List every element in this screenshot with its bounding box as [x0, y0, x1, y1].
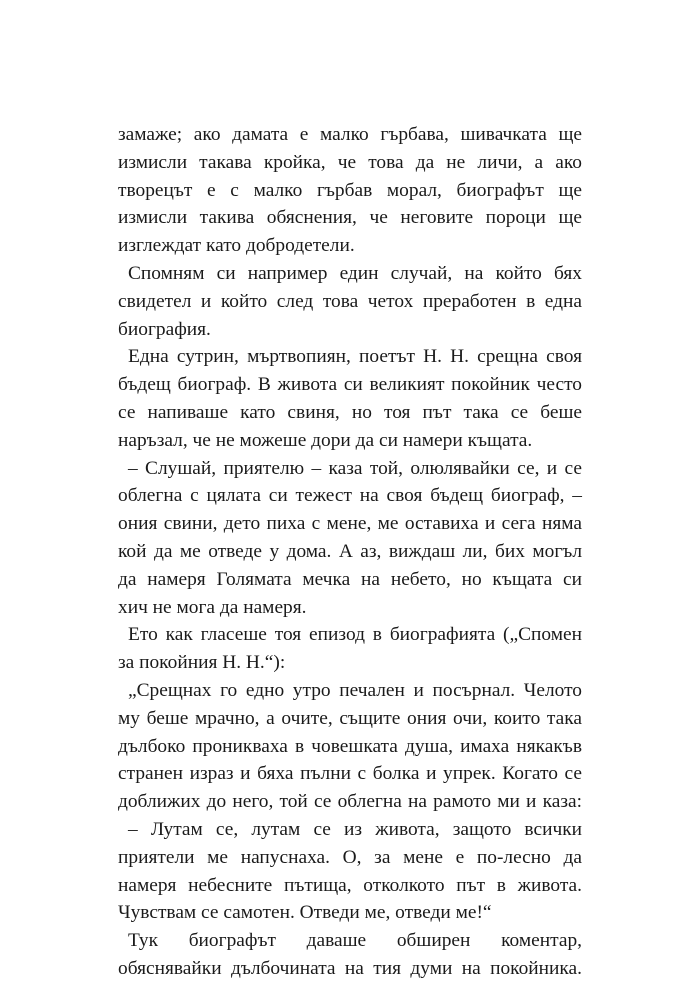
text-line: наръзал, че не можеше дори да си намери къщата. — [118, 429, 533, 451]
text-line: дълбоко проникваха в човешката душа, имаха някакъв — [118, 735, 582, 757]
paragraph — [118, 121, 582, 260]
text-line: свидетел и който след това четох преработен в една — [118, 290, 582, 312]
text-line: изглеждат като добродетели. — [118, 235, 355, 257]
paragraph — [118, 455, 582, 622]
text-line: творецът е с малко гърбав морал, биографът ще — [118, 179, 582, 201]
text-line: биография. — [118, 318, 211, 340]
text-line: му беше мрачно, а очите, същите ония очи, които така — [118, 707, 582, 729]
text-line: Тук биографът даваше обширен коментар, — [128, 930, 582, 952]
paragraph — [118, 927, 582, 983]
text-line: ония свини, дето пиха с мене, ме оставиха и сега няма — [118, 513, 582, 535]
text-line: да намеря Голямата мечка на небето, но къщата си — [118, 568, 582, 590]
text-line: облегна с цялата си тежест на своя бъдещ биограф, – — [118, 485, 582, 507]
text-line: кой да ме отведе у дома. А аз, виждаш ли, бих могъл — [118, 540, 582, 562]
paragraph — [118, 816, 582, 927]
paragraph — [118, 677, 582, 816]
text-line: – Лутам се, лутам се из живота, защото всички — [128, 818, 582, 840]
text-line: Ето как гласеше тоя епизод в биографията („Спомен — [128, 624, 582, 646]
text-line: Една сутрин, мъртвопиян, поетът Н. Н. срещна своя — [128, 346, 582, 368]
text-line: хич не мога да намеря. — [118, 596, 307, 618]
text-line: намеря небесните пътища, отколкото път в живота. — [118, 874, 582, 896]
text-line: Спомням си например един случай, на който бях — [128, 262, 582, 284]
text-line: замаже; ако дамата е малко гърбава, шивачката ще — [118, 124, 582, 145]
paragraph — [118, 621, 582, 677]
page-body — [118, 121, 582, 983]
text-line: доближих до него, той се облегна на рамото ми и каза: — [118, 791, 582, 813]
paragraph — [118, 260, 582, 343]
text-line: странен израз и бяха пълни с болка и упрек. Когато се — [118, 763, 582, 785]
text-line: бъдещ биограф. В живота си великият покойник често — [118, 374, 582, 396]
text-line: Чувствам се самотен. Отведи ме, отведи ме!“ — [118, 902, 492, 924]
text-line: приятели ме напуснаха. О, за мене е по-лесно да — [118, 846, 582, 868]
text-line: – Слушай, приятелю – каза той, олюлявайки се, и се — [128, 457, 582, 479]
text-line: измисли такива обяснения, че неговите пороци ще — [118, 207, 582, 229]
text-line: „Срещнах го едно утро печален и посърнал. Челото — [128, 679, 582, 701]
text-line: обяснявайки дълбочината на тия думи на покойника. — [118, 957, 582, 979]
paragraph — [118, 343, 582, 454]
text-line: измисли такава кройка, че това да не личи, а ако — [118, 151, 582, 173]
text-line: се напиваше като свиня, но тоя път така се беше — [118, 401, 582, 423]
text-line: за покойния Н. Н.“): — [118, 652, 286, 674]
